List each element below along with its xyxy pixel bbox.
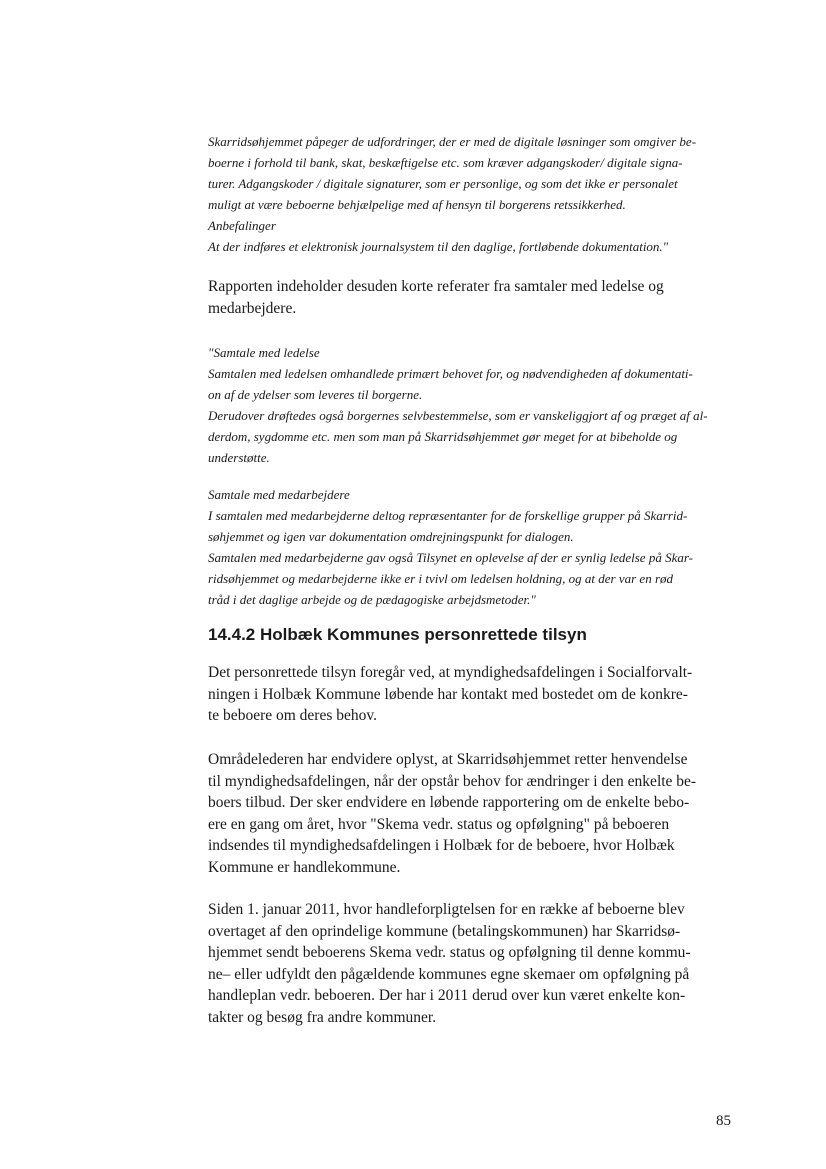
paragraph-since-2011 — [208, 899, 748, 1028]
paragraph-line: Siden 1. januar 2011, hvor handleforpligtelsen for en række af beboerne blev — [208, 901, 685, 918]
quote-subheading: "Samtale med ledelse — [208, 345, 320, 360]
quote-line: turer. Adgangskoder / digitale signaturer, som er personlige, og som det ikke er personalet — [208, 176, 678, 191]
paragraph-line: Områdelederen har endvidere oplyst, at Skarridsøhjemmet retter henvendelse — [208, 751, 688, 768]
paragraph-line: takter og besøg fra andre kommuner. — [208, 1008, 437, 1026]
paragraph-line: handleplan vedr. beboeren. Der har i 2011 derud over kun været enkelte kon- — [208, 987, 686, 1004]
quote-subheading: Samtale med medarbejdere — [208, 487, 350, 502]
quote-block-employees — [208, 484, 748, 610]
quote-block-recommendations — [208, 131, 748, 257]
quote-line: søhjemmet og igen var dokumentation omdrejningspunkt for dialogen. — [208, 529, 574, 544]
paragraph-line: hjemmet sendt beboerens Skema vedr. status og opfølgning til denne kommu- — [208, 944, 691, 961]
section-heading: 14.4.2 Holbæk Kommunes personrettede tilsyn — [208, 625, 587, 644]
quote-line: ridsøhjemmet og medarbejderne ikke er i tvivl om ledelsen holdning, og at der var en rød — [208, 571, 674, 586]
paragraph-line: ne– eller udfyldt den pågældende kommunes egne skemaer om opfølgning på — [208, 965, 690, 983]
paragraph-supervision — [208, 662, 748, 727]
paragraph-line: Rapporten indeholder desuden korte referater fra samtaler med ledelse og — [208, 278, 664, 295]
quote-subheading: Anbefalinger — [208, 218, 276, 233]
paragraph-line: boers tilbud. Der sker endvidere en løbende rapportering om de enkelte bebo- — [208, 794, 690, 811]
quote-line: derdom, sygdomme etc. men som man på Skarridsøhjemmet gør meget for at bibeholde og — [208, 429, 678, 444]
quote-line: Derudover drøftedes også borgernes selvbestemmelse, som er vanskeliggjort af og præget af al- — [208, 408, 708, 423]
quote-line: muligt at være beboerne behjælpelige med af hensyn til borgerens retssikkerhed. — [208, 197, 626, 212]
paragraph-line: Det personrettede tilsyn foregår ved, at myndighedsafdelingen i Socialforvalt- — [208, 664, 693, 681]
paragraph-line: Kommune er handlekommune. — [208, 858, 401, 876]
paragraph-intro — [208, 276, 748, 319]
quote-line: Samtalen med ledelsen omhandlede primært behovet for, og nødvendigheden af dokumentati- — [208, 366, 693, 381]
paragraph-line: ningen i Holbæk Kommune løbende har kontakt med bostedet om de konkre- — [208, 685, 688, 703]
paragraph-line: medarbejdere. — [208, 299, 297, 317]
quote-block-management — [208, 342, 748, 468]
quote-line: Skarridsøhjemmet påpeger de udfordringer, der er med de digitale løsninger som omgiver be- — [208, 134, 697, 149]
quote-line: I samtalen med medarbejderne deltog repræsentanter for de forskellige grupper på Skarrid- — [208, 508, 688, 523]
page-number: 85 — [716, 1113, 731, 1129]
paragraph-line: te beboere om deres behov. — [208, 707, 377, 724]
quote-line: tråd i det daglige arbejde og de pædagogiske arbejdsmetoder." — [208, 592, 536, 607]
quote-line: understøtte. — [208, 450, 270, 465]
paragraph-line: til myndighedsafdelingen, når der opstår behov for ændringer i den enkelte be- — [208, 772, 697, 790]
paragraph-line: indsendes til myndighedsafdelingen i Holbæk for de beboere, hvor Holbæk — [208, 837, 675, 854]
paragraph-line: ere en gang om året, hvor "Skema vedr. status og opfølgning" på beboeren — [208, 815, 670, 833]
quote-line: Samtalen med medarbejderne gav også Tilsynet en oplevelse af der er synlig ledelse på Skar- — [208, 550, 693, 565]
paragraph-line: overtaget af den oprindelige kommune (betalingskommunen) har Skarridsø- — [208, 922, 681, 940]
quote-line: boerne i forhold til bank, skat, beskæftigelse etc. som kræver adgangskoder/ digitale signa- — [208, 155, 683, 170]
quote-line: At der indføres et elektronisk journalsystem til den daglige, fortløbende dokumentation." — [208, 239, 669, 254]
quote-line: on af de ydelser som leveres til borgerne. — [208, 387, 423, 402]
paragraph-area-manager — [208, 749, 748, 878]
